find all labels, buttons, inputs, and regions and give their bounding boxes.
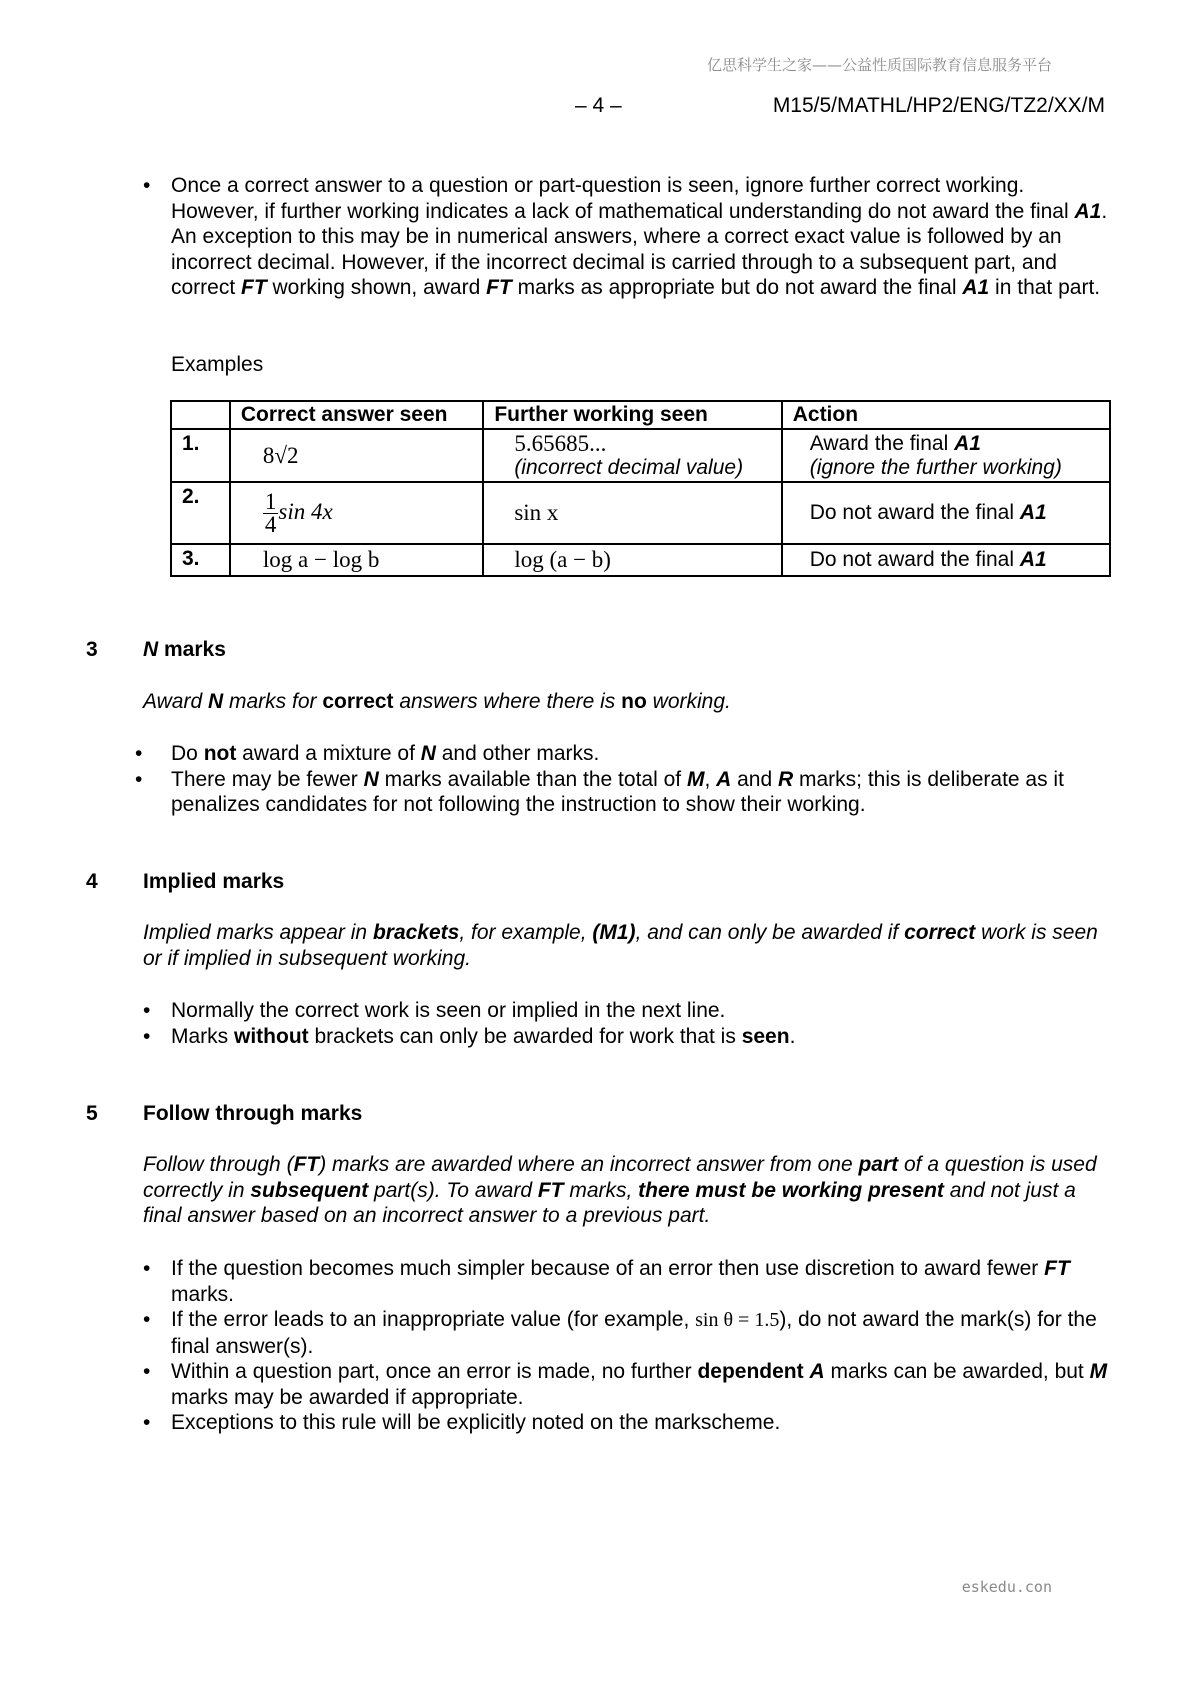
list-item: • If the error leads to an inappropriate value (for example, sin θ = 1.5), do not award the mark(s) for the final answer(s). [143,1308,1097,1358]
further-working-cell: sin x [483,482,781,544]
examples-table [170,400,1111,577]
list-item: • Marks without brackets can only be awarded for work that is seen. [143,1024,796,1048]
section-5-title: Follow through marks [143,1102,363,1125]
table-row [171,482,1110,544]
list-item: • Within a question part, once an error is made, no further dependent A marks can be awarded, but M marks may be awarded if appropriate. [143,1360,1108,1409]
section-4-number: 4 [86,870,98,893]
section-5-bullets [143,1256,1113,1436]
header-watermark: 亿思科学生之家——公益性质国际教育信息服务平台 [706,56,1052,74]
correct-answer-cell: $\frac{1}{4}$ sin 4x [230,482,483,544]
header-correct-answer: Correct answer seen [230,401,483,429]
further-value: 5.65685... [514,430,607,456]
list-item: • There may be fewer N marks available than the total of M, A and R marks; this is deliberate as it penalizes candidates for not following the instruction to show their working. [135,767,1064,816]
further-working-cell [483,429,781,482]
header-action: Action [782,401,1110,429]
further-working-cell: log (a − b) [483,544,781,576]
table-row [171,429,1110,482]
section-4-title: Implied marks [143,870,285,893]
action-cell: Do not award the final A1 [782,544,1110,576]
header-cell-empty [171,401,230,429]
section-4-bullets [143,998,1113,1049]
bullet-dot: • [143,174,151,197]
section-3-intro: Award N marks for correct answers where there is no working. [143,690,731,713]
further-note: (incorrect decimal value) [514,455,744,479]
action-text: Award the final A1 [809,431,981,455]
section-5-number: 5 [86,1102,98,1125]
action-note: (ignore the further working) [809,455,1062,479]
table-row [171,544,1110,576]
action-cell: Do not award the final A1 [782,482,1110,544]
list-item: • Normally the correct work is seen or implied in the next line. [143,999,726,1022]
row-number: 1. [171,429,230,482]
section-5-intro: Follow through (FT) marks are awarded where an incorrect answer from one part of a question is used correctly in subsequent part(s). To award FT marks, there must be working present and not just a final answer based on an incorrect answer to a previous part. [143,1153,1097,1227]
footer-watermark: eskedu.con [961,1578,1052,1596]
table-header-row [171,401,1110,429]
row-number: 2. [171,482,230,544]
section-3-number: 3 [86,638,98,661]
action-cell [782,429,1110,482]
page-number: – 4 – [575,94,622,117]
header-further-working: Further working seen [483,401,781,429]
list-item: • Do not award a mixture of N and other marks. [135,742,600,765]
examples-label: Examples [171,353,264,376]
fraction: $\frac{1}{4}$ [264,488,277,537]
correct-answer-cell: 8√2 [230,429,483,482]
section-3-title: N marks [143,638,226,661]
list-item: • If the question becomes much simpler because of an error then use discretion to award fewer FT marks. [143,1257,1070,1306]
list-item: • Exceptions to this rule will be explicitly noted on the markscheme. [143,1411,781,1434]
section-4-intro: Implied marks appear in brackets, for example, (M1), and can only be awarded if correct work is seen or if implied in subsequent working. [143,921,1098,970]
section-3-bullets [135,741,1113,818]
intro-bullet-list [143,173,1113,301]
correct-answer-cell: log a − log b [230,544,483,576]
intro-bullet: • Once a correct answer to a question or part-question is seen, ignore further correct working. However, if further working indicates a lack of mathematical understanding do not award the final A1. An exception to this may be in numerical answers, where a correct exact value is followed by an incorrect decimal. However, if the incorrect decimal is carried through to a subsequent part, and correct FT working shown, award FT marks as appropriate but do not award the final A1 in that part. [143,174,1108,299]
paper-code: M15/5/MATHL/HP2/ENG/TZ2/XX/M [772,94,1105,117]
row-number: 3. [171,544,230,576]
